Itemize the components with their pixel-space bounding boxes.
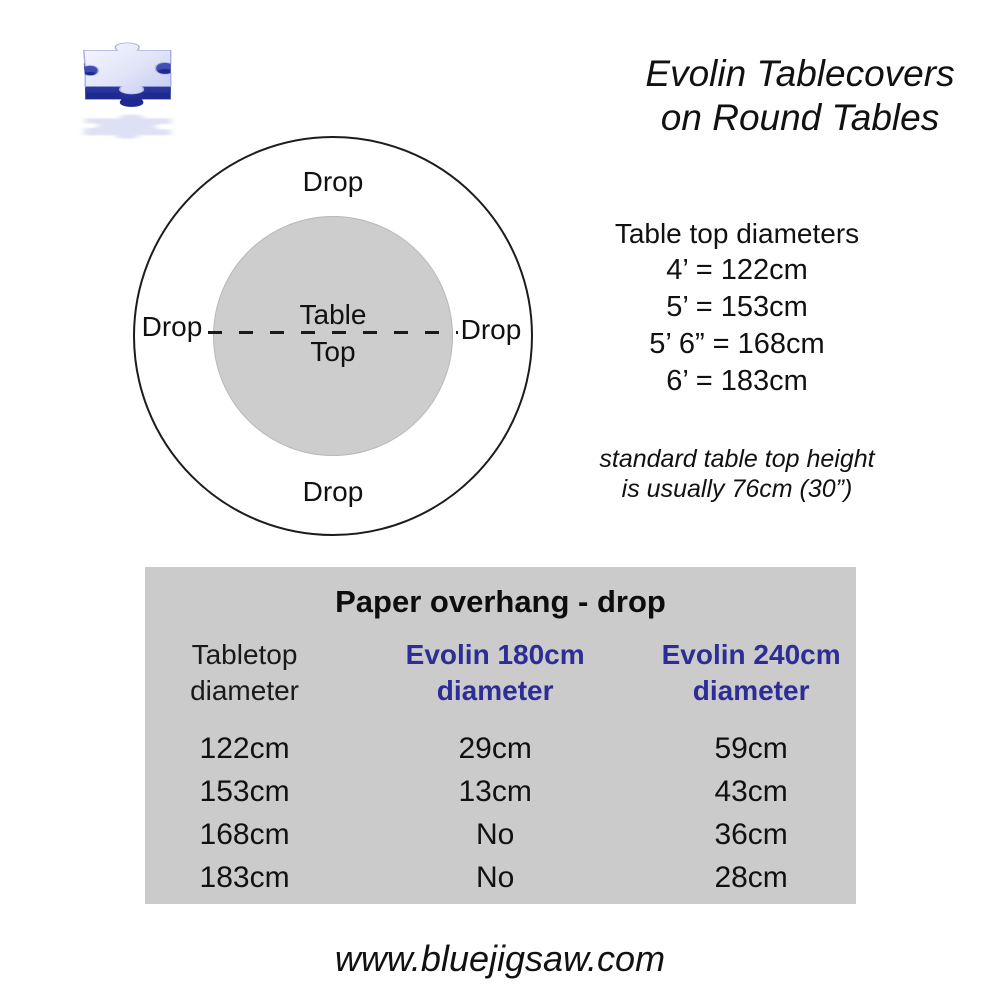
column-header-evolin-180-line2: diameter xyxy=(436,675,554,706)
drop-label-bottom: Drop xyxy=(302,476,364,507)
diameters-list xyxy=(557,216,917,400)
cell-drop-240: 36cm xyxy=(714,817,788,851)
diameters-heading: Table top diameters xyxy=(614,218,860,249)
column-header-tabletop-line2: diameter xyxy=(190,675,299,706)
drop-label-left: Drop xyxy=(141,311,203,342)
column-header-tabletop-diameter xyxy=(145,637,344,709)
column-header-tabletop-line1: Tabletop xyxy=(191,639,298,670)
cell-diameter: 183cm xyxy=(199,860,290,894)
column-header-evolin-240-line2: diameter xyxy=(692,675,810,706)
column-header-evolin-240-line1: Evolin 240cm xyxy=(661,639,841,670)
diameter-item-5ft: 5’ = 153cm xyxy=(666,291,808,323)
tabletop-label-line2: Top xyxy=(310,336,356,367)
diameter-dashed-line xyxy=(208,331,458,334)
drop-label-top: Drop xyxy=(302,166,364,197)
bluejigsaw-logo-icon xyxy=(46,32,224,144)
diameter-item-4ft: 4’ = 122cm xyxy=(666,254,808,286)
cell-drop-240: 59cm xyxy=(714,731,788,765)
cell-drop-240: 43cm xyxy=(714,774,788,808)
tabletop-label-line1: Table xyxy=(299,299,367,330)
cell-drop-180: No xyxy=(475,860,515,894)
table-row xyxy=(145,770,856,813)
cell-drop-240: 28cm xyxy=(714,860,788,894)
overhang-table-header-row xyxy=(145,637,856,709)
drop-label-right: Drop xyxy=(460,314,522,345)
overhang-table-title: Paper overhang - drop xyxy=(335,584,666,619)
column-header-evolin-180 xyxy=(344,637,646,709)
table-row xyxy=(145,813,856,856)
page-title-line2: on Round Tables xyxy=(660,97,940,138)
cell-drop-180: 29cm xyxy=(458,731,532,765)
page-title-line1: Evolin Tablecovers xyxy=(645,53,955,94)
overhang-table-panel xyxy=(145,567,856,904)
cell-drop-180: 13cm xyxy=(458,774,532,808)
cell-diameter: 168cm xyxy=(199,817,290,851)
table-height-note-line1: standard table top height xyxy=(599,445,875,473)
table-row xyxy=(145,856,856,899)
page-title xyxy=(600,52,1000,140)
column-header-evolin-240 xyxy=(646,637,856,709)
cell-diameter: 153cm xyxy=(199,774,290,808)
table-height-note xyxy=(547,444,927,504)
cell-drop-180: No xyxy=(475,817,515,851)
overhang-table-body xyxy=(145,727,856,899)
diameter-item-6ft: 6’ = 183cm xyxy=(666,365,808,397)
table-row xyxy=(145,727,856,770)
column-header-evolin-180-line1: Evolin 180cm xyxy=(405,639,585,670)
diameter-item-5ft6: 5’ 6” = 168cm xyxy=(649,328,825,360)
cell-diameter: 122cm xyxy=(199,731,290,765)
website-url: www.bluejigsaw.com xyxy=(334,938,666,979)
table-height-note-line2: is usually 76cm (30”) xyxy=(621,475,853,503)
